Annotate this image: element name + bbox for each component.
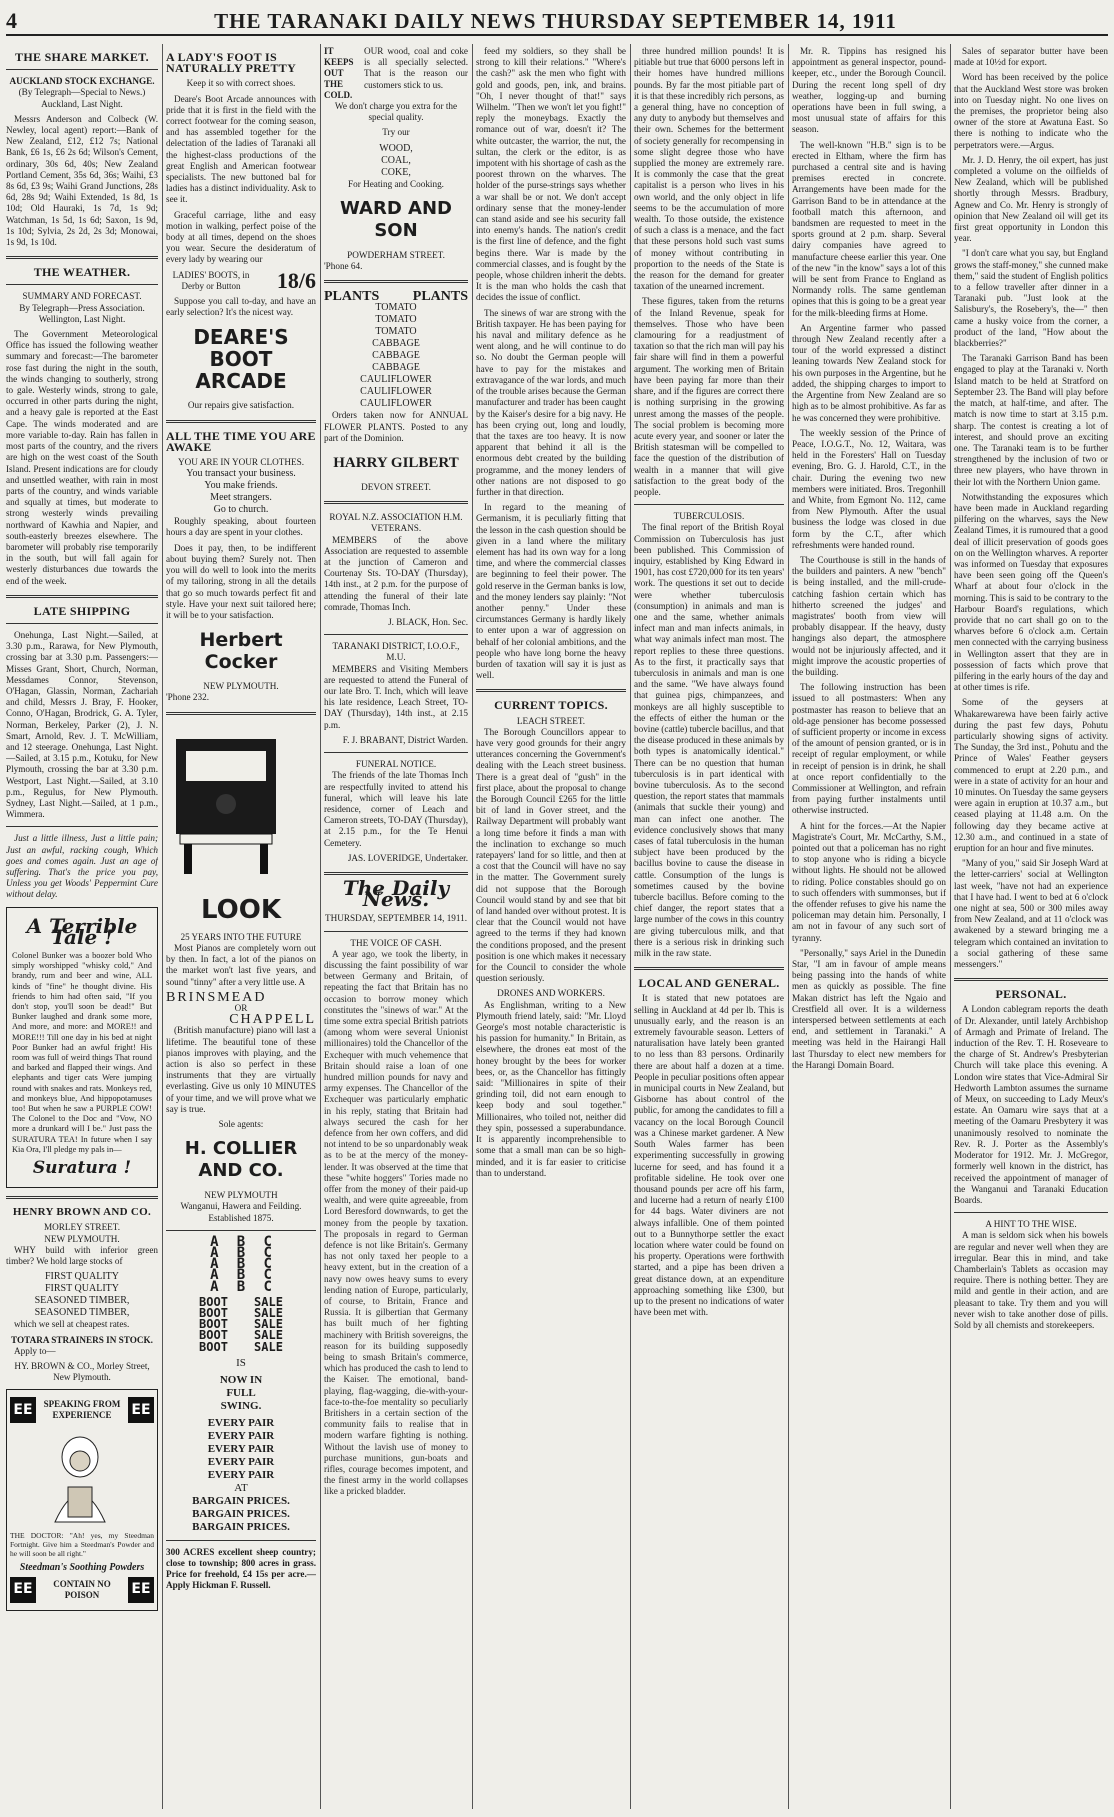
abc-letter: A — [210, 1233, 219, 1250]
funeral-text: The friends of the late Thomas Inch are respectfully invited to attend his funeral, which will leave his late residence, corner of Leach and Cameron streets, TO-DAY (Thursday), at 2.15 p.m., for the Te Henui Cemetery. — [324, 770, 468, 848]
divider — [6, 595, 158, 598]
harry-gilbert: HARRY GILBERT — [333, 455, 459, 472]
divider — [324, 752, 468, 753]
shipping-heading: LATE SHIPPING — [33, 603, 131, 618]
abc-letter: C — [263, 1256, 272, 1273]
abc-letter: B — [236, 1267, 246, 1284]
share-dateline: (By Telegraph—Special to News.) Auckland, Last Night. — [18, 87, 146, 109]
nurse-illustration — [10, 1427, 150, 1527]
column-5 — [634, 46, 784, 1809]
boot-sale-word: SALE — [254, 1317, 283, 1332]
collier-town: NEW PLYMOUTH — [204, 1190, 278, 1201]
keeps-out-cold: IT KEEPS OUT THE COLD. — [324, 46, 354, 100]
collier-established: Established 1875. — [208, 1212, 274, 1223]
column-6 — [792, 46, 946, 1809]
funeral-heading: FUNERAL NOTICE. — [355, 759, 437, 770]
every-pair: EVERY PAIR — [207, 1442, 275, 1455]
lady-foot-subline: Keep it so with correct shoes. — [186, 78, 296, 89]
plant-list — [324, 302, 468, 410]
steedman-text: THE DOCTOR: "Ah! yes, my Steedman Fortnight. Give him a Steedman's Powder and he will soon be all right." — [10, 1530, 154, 1558]
every-pair: EVERY PAIR — [207, 1455, 275, 1468]
abc-letter: A — [210, 1267, 219, 1284]
shipping-report: Onehunga, Last Night.—Sailed, at 3.30 p.m., Rarawa, for New Plymouth, crossing bar at 3.30 p.m. Passengers:—Misses Grant, Short, Church, Norman, Messdames Connor, Stevenson, O'Hagan, Glassin, Norman, Zachariah and child, Messrs J. Bray, F. Hooker, Conno, O'Hagan, Brodrick, G. A. Tyler, Norman, Berkeley, Parker (2), J. N. Smart, Arnold, Rev. J. T. McWilliam, and 12 steerage. Onehunga, Last Night.—Sailed, at 3.15 p.m., Kotuku, for New Plymouth, crossing the bar at 3.30 p.m. Westport, Last Night.—Sailed, at 3.10 p.m., Regulus, for New Plymouth. Sydney, Last Night.—Sailed, at 1 p.m., Wimmera. — [6, 629, 158, 820]
column-rule — [630, 44, 631, 1809]
local-item: The well-known "H.B." sign is to be erected in Eltham, where the firm has purchased a central site and is having premises erected in concrete. Arrangements have been made for the Garrison Band to be in attendance at the football match this afternoon, and bandsmen are requested to meet in the sports ground at 2 p.m. sharp. Several dairy companies have agreed to manufacture cheese earlier this year. One of the new "in the know" says a lot of this will be sent from France to England as Normandy rolls. The same gentleman opines that this is going to be a great year for the milk-bleeding firms at Home. — [792, 139, 946, 318]
boot-sale-word: BOOT — [199, 1317, 228, 1332]
local-item: A hint for the forces.—At the Napier Magistrate's Court, Mr. McCarthy, S.M., pointed out that a policeman has no right to stop anyone who is riding a bicycle without lights. He should not be allowed to riding. Police constables should go on to such offenders with summonses, but if the offender refuses to give his name the policeman may detain him. Personally, I am not in favour of any such sort of tyranny. — [792, 820, 946, 943]
at-label: AT — [234, 1481, 248, 1494]
clothes-subheading: YOU ARE IN YOUR CLOTHES. — [178, 457, 304, 468]
ee-logo: EE — [128, 1397, 154, 1423]
divider — [6, 284, 158, 285]
editorial-continued-3: In regard to the meaning of Germanism, it is peculiarly fitting that the lesson in the cash question should be given in a land where the military element has had its own way for a long time, and where the commercial classes are beginning to feel their power. The gold reserve in the German banks is low, and the money lenders say plainly: "Not another penny." Under these circumstances Germany is hardly likely to enter upon a war of aggression on behalf of her colonial ambitions, and the people who have long borne the heavy burden of taxation will say it is just as well. — [476, 502, 626, 681]
divider — [166, 1540, 316, 1541]
voice-of-cash-heading: THE VOICE OF CASH. — [350, 937, 442, 948]
deare-text-2: Graceful carriage, lithe and easy motion in walking, perfect poise of the body at all times, depend on the shoes you wear. Secure the desideratum of every lady by wearing our — [166, 209, 316, 265]
voice-of-cash-text: A year ago, we took the liberty, in discussing the faint possibility of war between Germany and Britain, of repeating the fact that Britain has no occasion to borrow money which constitutes the "sinews of war." At the time some extra special British patriots (among whom were several Unionist millionaires) told the Chancellor of the Exchequer with much vehemence that Britain should raise a loan of one hundred million pounds for navy and army expenses. The Chancellor of the Exchequer was particularly emphatic in his reply, stating that Britain had always secured the cash for her defence from her own coffers, and did not intend to be so unpardonably weak as to be at the mercy of the money-lender. It was observed at the time that these "white hoggers" Tories made no offer from the money of their paid-up wealth, and were quite agreeable, from Lord Beresford downwards, to get the money from the people by taxation. The proposals in regard to German defence is not like Britain's. Germany has not only taxed her people to a heavy extent, but in the creation of a navy now owes heavy sums to every lending nation of Europe, particularly, of course, to Britain, France and Russia. It is gilbertian that Germany has built much of her fighting machinery with British sovereigns, the reason for its building supposedly being to smash Britain's commerce, which has produced the cash to lend to the Kaiser. The emotional, band-playing, flag-wagging, die-with-your-face-to-the-foe mentality so peculiarly Britishers in a certain section of the community fails to realise that in modern warfare fighting is nothing. Without the lavish use of money to purchase munitions, gun-boats and rifles, courage becomes impotent, and the finest army in the world collapses like a pricked bladder. — [324, 948, 468, 1497]
divider — [6, 623, 158, 624]
timber-item: FIRST QUALITY — [45, 1283, 119, 1295]
local-item: Mr. R. Tippins has resigned his appointment as general inspector, pound-keeper, etc., under the Borough Council. During the recent long spell of dry weather, logging-up and burning operations have been in full swing, a most unusual state of affairs for this season. — [792, 46, 946, 135]
henry-brown-street: MORLEY STREET. — [43, 1222, 121, 1233]
boot-sale-word: SALE — [254, 1339, 283, 1354]
coal-text-2: We don't charge you extra for the special quality. — [334, 101, 458, 123]
plant-item: CABBAGE — [372, 350, 420, 362]
is-label: IS — [236, 1356, 246, 1369]
clothes-heading: ALL THE TIME YOU ARE AWAKE — [166, 428, 316, 454]
clothes-line: You make friends. — [204, 480, 278, 492]
column-rule — [320, 44, 321, 1809]
leach-street-heading: LEACH STREET. — [516, 715, 586, 726]
deare-repairs: Our repairs give satisfaction. — [187, 400, 295, 411]
ward-phone: 'Phone 64. — [324, 261, 363, 272]
divider — [954, 1212, 1108, 1213]
abc-letter: A — [210, 1256, 219, 1273]
local-item: Word has been received by the police that the Auckland West store was broken into on Tuesday night. No one lives on the premises, the proprietor being also owner of the store at Awatuna East. So there is nothing to indicate who the perpetrators were.—Argus. — [954, 72, 1108, 150]
divider — [476, 689, 626, 692]
henry-brown-town: NEW PLYMOUTH. — [44, 1233, 120, 1244]
clothes-text: Roughly speaking, about fourteen hours a day are spent in your clothes. — [166, 516, 316, 538]
tuberculosis-text: The final report of the British Royal Commission on Tuberculosis has just been published. This Commission of inquiry, established by King Edward in 1901, has cost £720,000 for its ten years' work. The questions it set out to decide were whether tuberculosis (consumption) in animals and man is one and the same, whether animals infect man and man infects animals, in what way animals infect man most. The report replies to these three questions. As to the first, it practically says that tuberculosis in animals and man is one and the same. "We have always found that guinea pigs, chimpanzees, and monkeys are all highly susceptible to the effects of either the human or the bovine (cattle) tubercle bacillus, and that the disease produced in these animals by both types is anatomically identical." There can be no question that human tuberculosis is in part identical with bovine tuberculosis. As to the second question, the report states that mammals (animals that suckle their young) and man can infect one another. The evidence conclusively shows that many cases of fatal tuberculosis in the human subject have been produced by the bacillus bovine to cause the disease in cattle. Consumption of the lungs is sometimes caused by the bovine tubercle bacillus. Before coming to the chief danger, the report states that a large number of the cows in this country are giving tuberculous milk, and that there is a serious risk in drinking such milk in the raw state. — [634, 522, 784, 959]
hint-text: A man is seldom sick when his bowels are regular and never well when they are irregular. Bear this in mind, and take Chamberlain's Tablets as occasion may require. There is nothing better. They are mild and gentle in their action, and are pleasant to take. Try them and you will never wish to take another dose of pills. Sold by all chemists and storekeepers. — [954, 1230, 1108, 1330]
every-pair: EVERY PAIR — [207, 1416, 275, 1429]
now-in-full-swing: NOW IN FULL SWING. — [219, 1373, 263, 1412]
deare-text-3: Suppose you call to-day, and have an early selection? It's the nicest way. — [166, 296, 316, 318]
collier-name: H. COLLIER AND CO. — [184, 1138, 298, 1182]
abc-letter: A — [210, 1278, 219, 1295]
clothes-text-2: Does it pay, then, to be indifferent about buying them? Surely not. Then you will do well to look into the merits of my tailoring, strong in all the details that go so much towards perfect fit and style. Have your next suit tailored here; it will be to your satisfaction. — [166, 542, 316, 620]
oddfellows-signature: F. J. BRABANT, District Warden. — [342, 734, 468, 745]
local-item: Some of the geysers at Whakarewarewa have been fairly active during the past few days, Pohutu particularly showing signs of activity. The Sunday, the 3rd inst., Pohutu and the Prince of Wales' Feather geysers commenced to erupt at 2.20 p.m., and were in a state of activity for an hour and 10 minutes. On Tuesday the same geysers were again in eruption at 10.37 a.m., but ceased playing at 11.48 a.m. On the following day they became active at 12.30 a.m., and continued in a state of eruption for an hour and five minutes. — [954, 697, 1108, 854]
fuel-item: COKE, — [381, 166, 411, 178]
column-4 — [476, 46, 626, 1809]
boot-sale-word: SALE — [254, 1328, 283, 1343]
totara-strainers: TOTARA STRAINERS IN STOCK. — [11, 1334, 153, 1345]
boot-sale-word: BOOT — [199, 1306, 228, 1320]
abc-letter: A — [210, 1244, 219, 1261]
rna-signature: J. BLACK, Hon. Sec. — [388, 617, 468, 628]
divider — [166, 1230, 316, 1231]
column-2 — [166, 46, 316, 1809]
every-pair: EVERY PAIR — [207, 1429, 275, 1442]
lady-foot-heading: A LADY'S FOOT IS NATURALLY PRETTY — [166, 50, 297, 76]
boot-sale-word: SALE — [254, 1294, 283, 1309]
drones-text: As Englishman, writing to a New Plymouth friend lately, said: "Mr. Lloyd George's most notable characteristic is his passion for humanity." In Britain, as elsewhere, the drones eat most of the honey brought by the bees for worker bees, or, as the Chancellor has fittingly said: "Millionaires in spite of their grinding toil, did not earn enough to keep body and soul together." Millionaires, who toiled not, neither did they spin, possessed a superabundance. It is apparently incomprehensible to some that a small man can be so high-minded, and it is far easier to criticise than to understand. — [476, 999, 626, 1178]
plant-item: TOMATO — [375, 314, 417, 326]
masthead — [6, 8, 1108, 36]
daily-news-title: The Daily News. — [342, 875, 450, 912]
column-rule — [162, 44, 163, 1809]
plant-item: CAULIFLOWER — [360, 374, 432, 386]
fuel-item: COAL, — [381, 154, 411, 166]
share-subheading: AUCKLAND STOCK EXCHANGE. — [9, 76, 155, 87]
column-7 — [954, 46, 1108, 1809]
try-our: Try our — [382, 127, 410, 138]
plants-left: PLANTS — [324, 289, 380, 305]
every-pair-list — [166, 1417, 316, 1482]
hint-heading: A HINT TO THE WISE. — [985, 1219, 1077, 1230]
clothes-line: You transact your business. — [186, 468, 296, 480]
local-item: "Personally," says Ariel in the Dunedin Star, "I am in favour of ample means being passing into the hands of white men as quickly as possible. The fine Makan district has left the Ngaio and Crestfield all over. It is a wilderness interspersed between settlements at each end, and settlement in Taranaki." A meeting was held in the Hairangi Hall last Thursday to elect new members for the Harangi Domain Board. — [792, 947, 946, 1070]
weather-dateline: By Telegraph—Press Association. Wellington, Last Night. — [19, 302, 145, 324]
divider — [166, 420, 316, 423]
heating-cooking: For Heating and Cooking. — [348, 178, 444, 189]
deare-boot-arcade: DEARE'S BOOT ARCADE — [193, 325, 289, 394]
plant-item: CABBAGE — [372, 362, 420, 374]
bargain-prices: BARGAIN PRICES. — [192, 1507, 290, 1520]
local-item: Mr. J. D. Henry, the oil expert, has just completed a volume on the oilfields of New Zealand, which will be published shortly through Messrs. Bradbury, Agnew and Co. Mr. Henry is strongly of opinion that New Zealand oil will get its first great opportunity in London this year. — [954, 154, 1108, 244]
divider — [634, 504, 784, 505]
abc-letter: C — [263, 1233, 272, 1250]
ee-logo: EE — [128, 1577, 154, 1603]
drones-heading: DRONES AND WORKERS. — [497, 988, 605, 999]
plant-item: CAULIFLOWER — [360, 398, 432, 410]
abc-letter: C — [263, 1267, 272, 1284]
divider — [6, 1196, 158, 1199]
piano-illustration — [166, 729, 286, 879]
page-number: 4 — [6, 8, 17, 33]
personal-text: A London cablegram reports the death of Dr. Alexander, until lately Archbishop of Armagh and Primate of Ireland. The induction of the Rev. T. H. Roseveare to the charge of St. Andrew's Presbyterian Church will take place this evening. A London wire states that Vice-Admiral Sir Hedworth Lambton assumes the surname of Meux, on succeeding to Lady Meux's estate. An Oamaru wire says that at a meeting of the Oamaru Presbytery it was unanimously resolved to nominate the Rev. R. J. Porter as the Assembly's Moderator for 1912. Mr. J. McGregor, formerly well known in the district, has received the appointment of manager of the Wanganui and Taranaki Education Boards. — [954, 1004, 1108, 1205]
boots-price: 18/6 — [276, 268, 316, 294]
ward-street: POWDERHAM STREET. — [347, 249, 445, 260]
plant-item: CAULIFLOWER — [360, 386, 432, 398]
clothes-list — [166, 468, 316, 516]
local-general-text: It is stated that new potatoes are selling in Auckland at 4d per lb. This is unusually early, and the reason is an extremely favourable season. Letters of naturalisation have lately been granted to no less than 83 persons. Ordinarily there are about half a dozen at a time. People in peculiar positions often appear in municipal courts in New Zealand, but Gisborne has about control of the public, for among the candidates to fill a vacancy on the local Borough Council was a Chinese market gardener. A New South Wales farmer has been experimenting successfully in growing lucerne for seed, and has found it a profitable sideline. He took over one thousand pounds per acre off his farm, and lucerne had a return of nearly £100 for 44 bags. Water diviners are not always infallible. One of them pointed out to a Bunnythorpe settler the exact location where water could be found on his property. Operations were forthwith started, and a pipe has been driven a great distance down, at an expenditure approaching something like £300, but up to the present no indications of water have been met with. — [634, 993, 784, 1318]
henry-brown-address: HY. BROWN & CO., Morley Street, New Plymouth. — [14, 1360, 150, 1383]
henry-brown-price: which we sell at cheapest rates. — [14, 1319, 130, 1330]
divider — [6, 826, 158, 827]
divider — [6, 256, 158, 259]
current-topics-heading: CURRENT TOPICS. — [494, 698, 608, 713]
local-general-heading: LOCAL AND GENERAL. — [638, 976, 780, 991]
divider — [954, 978, 1108, 981]
timber-item: SEASONED TIMBER, — [34, 1295, 130, 1307]
herbert-cocker: Herbert Cocker — [199, 629, 283, 674]
abc-letter: B — [236, 1233, 246, 1250]
clothes-line: Meet strangers. — [210, 492, 272, 504]
ward-and-son: WARD AND SON — [340, 197, 452, 241]
piano-text: (British manufacture) piano will last a lifetime. The beautiful tone of these pianos improves with playing, and the action is also so perfect in these instruments that they are virtually everlasting. Give us only 10 MINUTES of your time, and we will prove what we say is true. — [166, 1025, 316, 1114]
editorial-continued: feed my soldiers, so they shall be strong to kill their relations." "Where's the cash?" ask the men who fight with gold and goods, pen, ink, and brains. "Oh, I never thought of that!" says Wilhelm. "Then we won't let you fight!" reply the moneybags. Exactly the romance out of war, doesn't it? The white outcaster, the warrior, the nut, the sultan, the clerk or the editor, is as impotent with his shortage of cash as the poorest thrown on the wharves. The holder of the purse-strings says whether a war shall be or not. We don't accept ordinary sense that the money-lender can stand aside and see his security fall into enemy's hands. The nation's credit is the first line of defence, and the fight begins there. War is made by the commercial classes, and is fought by the people, whose children inherit the debts. It is the man who holds the cash that decides the issue of conflict. — [476, 46, 626, 303]
cough-verse: Just a little illness, Just a little pain; Just an awful, racking cough, Which goes and comes again. Just an age of suffering. That's the price you pay, Unless you get Woods' Peppermint Cure without delay. — [6, 833, 158, 900]
boot-sale-word: BOOT — [199, 1294, 228, 1309]
plant-item: CABBAGE — [372, 338, 420, 350]
rna-heading: ROYAL N.Z. ASSOCIATION H.M. VETERANS. — [329, 512, 463, 534]
local-item: "I don't care what you say, but England grows the staff-money," she cunned make them," said the student of English politics to a fellow traveller after dinner in a Taranaki pub. "Just look at the Salisbury's, the Rosebery's, the—" then came a husky voice from the corner, a product of the land, "How about the blackberries?" — [954, 248, 1108, 349]
ee-logo: EE — [10, 1397, 36, 1423]
oddfellows-text: MEMBERS and Visiting Members are requested to attend the Funeral of our late Bro. T. Inch, which will leave his late residence, Leach Street, TO-DAY (Thursday), 14th inst., at 2.15 p.m. — [324, 663, 468, 730]
tuberculosis-heading: TUBERCULOSIS. — [673, 511, 745, 522]
boot-sale-word: SALE — [254, 1306, 283, 1320]
abc-letter: B — [236, 1278, 246, 1295]
cocker-town: NEW PLYMOUTH. — [203, 681, 279, 692]
boot-sale-word: BOOT — [199, 1339, 228, 1354]
abc-letter: B — [236, 1256, 246, 1273]
oddfellows-heading: TARANAKI DISTRICT, I.O.O.F., M.U. — [332, 641, 460, 663]
timber-item: SEASONED TIMBER, — [34, 1307, 130, 1319]
local-item: Notwithstanding the exposures which have been made in Auckland regarding pilfering on the wharves, says the New Zealand Times, it is rumoured that a good deal of illicit preservation of goods goes on on the Wellington wharves. A reporter was informed on Tuesday that exposures have been seen going off the Queen's Wharf at about four o'clock in the morning. This is said to be contrary to the Harbour Board's regulations, which provide that no cart shall go on to the wharves before 6 o'clock a.m. Certain men connected with the carrying business in Wellington assert that they are in possession of facts which prove that pilfering in the early hours of the day and at other times is rife. — [954, 491, 1108, 693]
abc-letter: C — [263, 1244, 272, 1261]
local-item: The Taranaki Garrison Band has been engaged to play at the Taranaki v. North Island match to be held at Stratford on September 23. The Band will play before the match, at half-time, and after. The match is now time to start at 3.15 p.m. sharp. The contest is creating a lot of interest, and should prove an exciting one. The Taranaki team is to be further strengthened by the inclusion of two or three new players, who have thrown in their lot with the Northern Union game. — [954, 353, 1108, 487]
divider — [634, 967, 784, 970]
abc-letter: C — [263, 1278, 272, 1295]
boot-sale-grid — [186, 1294, 296, 1354]
steedman-brand: Steedman's Soothing Powders — [19, 1561, 145, 1573]
divider — [324, 280, 468, 283]
leach-street-text: The Borough Councillors appear to have very good grounds for their angry utterances concerning the Government's dealing with the Leach street business. There is a great deal of "gush" in the first place, about the proposal to change the Borough Council £265 for the little bit of land in Gover street, and the Railway Department will probably want a long time before it finds a man with the inclination to exchange so much ratepayers' land for so little, and then at a cost that the Council will have no say in the matter. The Government surely did not suppose that the Borough Council would stand by and see that bit of land handed over without protest. It is clear that the Council would not have agreed to the terms if they had known the conditions proposed, and the present position is one which makes it necessary for the Council to consider the whole question seriously. — [476, 726, 626, 984]
henry-brown-name: HENRY BROWN AND CO. — [12, 1206, 152, 1219]
divider — [324, 634, 468, 635]
plants-right: PLANTS — [412, 289, 468, 305]
column-1 — [6, 46, 158, 1809]
divider — [324, 501, 468, 504]
share-market-heading: THE SHARE MARKET. — [15, 50, 149, 64]
terrible-tale-title: A Terrible Tale ! — [26, 913, 138, 949]
timber-list — [6, 1271, 158, 1319]
terrible-tale-ad — [6, 907, 158, 1189]
cocker-phone: 'Phone 232. — [166, 692, 209, 703]
sole-agents: Sole agents: — [218, 1118, 264, 1129]
or-label: OR — [234, 1002, 248, 1013]
ladies-boots-label: LADIES' BOOTS, in Derby or Button — [172, 269, 250, 291]
acres-ad: 300 ACRES excellent sheep country; close to township; 800 acres in grass. Price for freehold, £4 15s per acre.—Apply Hickman F. Russell. — [166, 1546, 316, 1591]
fuel-item: WOOD, — [379, 142, 413, 154]
gilbert-street: DEVON STREET. — [361, 482, 431, 493]
local-item: The following instruction has been issued to all postmasters: When any postmaster has reason to believe that an old-age pensioner has become possessed of sufficient property or income in excess of the amount of pension granted, or is in receipt of regular employment, or while in receipt of pension is in drink, he shall at once report confidentially to the Commissioner at Wellington, and refrain from paying further instalments until otherwise instructed. — [792, 682, 946, 816]
coal-text: OUR wood, coal and coke is all specially selected. That is the reason our customers stick to us. — [364, 46, 468, 90]
rna-text: MEMBERS of the above Association are requested to assemble at the junction of Cameron and Courtenay Sts. TO-DAY (Thursday), 14th inst., at 2 p.m. for the purpose of attending the funeral of their late comrade, Thomas Inch. — [324, 534, 468, 612]
local-item: An Argentine farmer who passed through New Zealand recently after a tour of the world expressed a distinct leaning towards New Zealand stock for his own purposes in the Argentine, but he added, the shipping charges to import to the Argentine from New Zealand are so high as to be almost prohibitive. As far as he was concerned they were prohibitive. — [792, 322, 946, 423]
funeral-signature: JAS. LOVERIDGE, Undertaker. — [347, 852, 468, 863]
plants-order: Orders taken now for ANNUAL FLOWER PLANTS. Posted to any part of the Dominion. — [324, 410, 468, 443]
column-rule — [788, 44, 789, 1809]
local-item: The weekly session of the Prince of Peace, I.O.G.T., No. 12, Waitara, was held in the Foresters' Hall on Tuesday evening, Bro. G. J. Harold, C.T., in the chair. During the evening two new members were initiated. Bros. Tregonhill and White, from Egmont No. 112, came from New Plymouth. After the usual business the lodge was closed in due form by the C.T., after which refreshments were handed round. — [792, 427, 946, 550]
steedman-top: SPEAKING FROM EXPERIENCE — [43, 1399, 121, 1421]
bargain-list — [166, 1495, 316, 1534]
wealth-text-2: These figures, taken from the returns of the Inland Revenue, speak for themselves. Those who have been clamouring for a readjustment of taxation so that the rich man will pay his fair share will find in them a powerful argument. The working men of Britain have been paying far more than their share, and if the figures are correct there is nothing surprising in the growing unrest among the masses of the people. The social problem is becoming more acute every year, and sooner or later the British statesman will be compelled to face the question of the distribution of wealth in a manner that will give satisfaction to the great body of the people. — [634, 296, 784, 497]
share-report: Messrs Anderson and Colbeck (W. Newley, local agent) report:—Bank of New Zealand, £12, £12 7s; National Bank, £6 1s, £6 2s 6d; Wilson's Cement, ordinary, 30s 6d, 40s; New Zealand Portland Cement, 35s 6d, 36s; Waihi, £3 8s 6d, £3 9s; Waihi Grand Junctions, 28s 6d, 28s 9d; Waihi Extended, 1s 8d, 1s 10d; Old Hauraki, 1s 7d, 1s 9d; Watchman, 1s 5d, 1s 6d; Saxon, 1s 9d, 1s 10d; Sylvia, 2s 2d, 2s 3d; Monowai, 1s 9d, 1s 10d. — [6, 113, 158, 248]
boot-sale-word: BOOT — [199, 1328, 228, 1343]
divider — [166, 712, 316, 715]
divider — [6, 69, 158, 70]
plant-item: TOMATO — [375, 302, 417, 314]
abc-grid — [201, 1233, 281, 1295]
weather-subheading: SUMMARY AND FORECAST. — [22, 291, 142, 302]
chappell: CHAPPELL — [229, 1012, 316, 1028]
brinsmead: BRINSMEAD — [166, 989, 267, 1005]
weather-report: The Government Meteorological Office has issued the following weather summary and forecast:—The barometer rose fast during the night in the south, the winds changing to southerly, strong to gale. Westerly winds, strong to gale, occurred in other parts during the night, and a heavy gale is reported at the East Cape. The winds moderated and are more variable to-day. Rain has fallen in most parts of the country, and the rivers are high on the west coast of the South Island. Present indications are for cloudy and unsettled weather, with rain in most parts of the country, and winds variable and squally at times, but moderate to strong westerly winds prevailing northward of Kawhia and Napier, and south-easterly breezes elsewhere. The barometer will probably rise temporarily in the south, but will fall again for westerly disturbances due towards the end of the week. — [6, 329, 158, 586]
masthead-title: THE TARANAKI DAILY NEWS THURSDAY SEPTEMBER 14, 1911 — [214, 8, 897, 33]
personal-heading: PERSONAL. — [995, 987, 1067, 1002]
abc-letter: B — [236, 1244, 246, 1261]
steedman-ad — [6, 1389, 158, 1610]
collier-places: Wanganui, Hawera and Feilding. — [180, 1201, 302, 1212]
suratura-brand: Suratura ! — [32, 1158, 132, 1179]
column-rule — [950, 44, 951, 1809]
steedman-no-poison: CONTAIN NO POISON — [53, 1578, 111, 1600]
editorial-dateline: THURSDAY, SEPTEMBER 14, 1911. — [324, 913, 468, 924]
bargain-prices: BARGAIN PRICES. — [192, 1494, 290, 1507]
clothes-line: Go to church. — [213, 504, 269, 516]
local-item: Sales of separator butter have been made at 10½d for export. — [954, 46, 1108, 68]
local-item: "Many of you," said Sir Joseph Ward at the letter-carriers' social at Wellington last week, "have not had an experience that I have had. I went to bed at 6 o'clock one night at sea, 500 or 300 miles away from New Zealand, and at 11 o'clock was awakened by a steward bringing me a telegram which contained an invitation to a social gathering of these same messengers." — [954, 858, 1108, 970]
look-text: Most Pianos are completely worn out by then. In fact, a lot of the pianos on the market won't last five years, and sound "tinny" after a very little use. A — [166, 942, 316, 987]
divider — [324, 872, 468, 875]
look-subline: 25 YEARS INTO THE FUTURE — [180, 931, 302, 942]
column-3 — [324, 46, 468, 1809]
column-rule — [472, 44, 473, 1809]
bargain-prices: BARGAIN PRICES. — [192, 1520, 290, 1533]
look-headline: LOOK — [201, 894, 281, 925]
henry-brown-apply: Apply to— — [14, 1345, 56, 1356]
terrible-tale-verse: Colonel Bunker was a boozer bold Who simply worshipped "whisky cold," And brandy, rum and beer and wine, ALL kinds of "fine" he thought divine. His friends to him had often said, "If you don't stop, you'll soon be dead!" But Bunker laughed and drank some more, And more, and more: and MORE!! and MORE!!! Till one day in his bed at night Poor Bunker had an awful fright! His room was full of weird things That round and barked and flapped their wings. And elephants and tiger cats Were jumping round with snakes and rats. Monkeys red, and monkeys blue, And hippopotamuses too! But when he saw a PURPLE COW! The Colonel to the Doc and "Vow, NO more a drunkard will I be." Just pass the SURATURA TEA! In future when I say Kia Ora, I'll pledge my pals in— — [12, 951, 152, 1154]
ee-logo: EE — [10, 1577, 36, 1603]
deare-text: Deare's Boot Arcade announces with pride that it is first in the field with the correct footwear for the coming season, and has assembled together for the delectation of the ladies of Taranaki all the highest-class productions of the great English and American footwear specialists. The new buttoned bal for ladies has a distinct individuality. Ask to see it. — [166, 93, 316, 205]
plant-item: TOMATO — [375, 326, 417, 338]
divider — [324, 931, 468, 932]
fuel-list — [324, 143, 468, 179]
timber-item: FIRST QUALITY — [45, 1271, 119, 1283]
wealth-text: three hundred million pounds! It is pitiable but true that 6000 persons left in their homes have hundred millions pounds. By far the most pitiable part of it is that these incredibly rich persons, as a general thing, have no conception of any duty to anybody but themselves and their own. Schemes for the betterment of society generally for recompensing in some slight degree those who have supplied the money are extremely rare. It is commonly the case that the great capitalist is a person who lives in his own world, and the only object in life seems to be the accumulation of more wealth. To those outside, the existence of such a class is a menace, and the fact that these persons hold such vast sums of money without contributing in proportion to the needs of the State is the reason for the demand for greater taxation of the unearned increment. — [634, 46, 784, 292]
henry-brown-text: WHY build with inferior green timber? We hold large stocks of — [6, 1244, 158, 1267]
editorial-continued-2: The sinews of war are strong with the British taxpayer. He has been paying for his naval and military defence as he went along, and he will continue to do so. No doubt the German people will have to pay for the mistakes and extravagance of the war lords, and much of the trouble arises because the German manufacturer and trader has been caught by the Kaiser's desire for a big navy. He has been crying out, long and loudly, that the taxes are too heavy. It is now apparent that behind it all is the enormous debt created by the building programme, and the money lenders of other nations are not disposed to go further in that direction. — [476, 307, 626, 497]
every-pair: EVERY PAIR — [207, 1468, 275, 1481]
local-item: The Courthouse is still in the hands of the builders and painters. A new "bench" is being installed, and the mill-crude-catching fashion certain which has hitherto screened the judges' and magistrates' booth from view will probably disappear. If the heavy, dusty hangings also depart, the atmosphere would not be injuriously affected, and it might improve the acoustic properties of the building. — [792, 554, 946, 677]
weather-heading: THE WEATHER. — [33, 265, 131, 280]
